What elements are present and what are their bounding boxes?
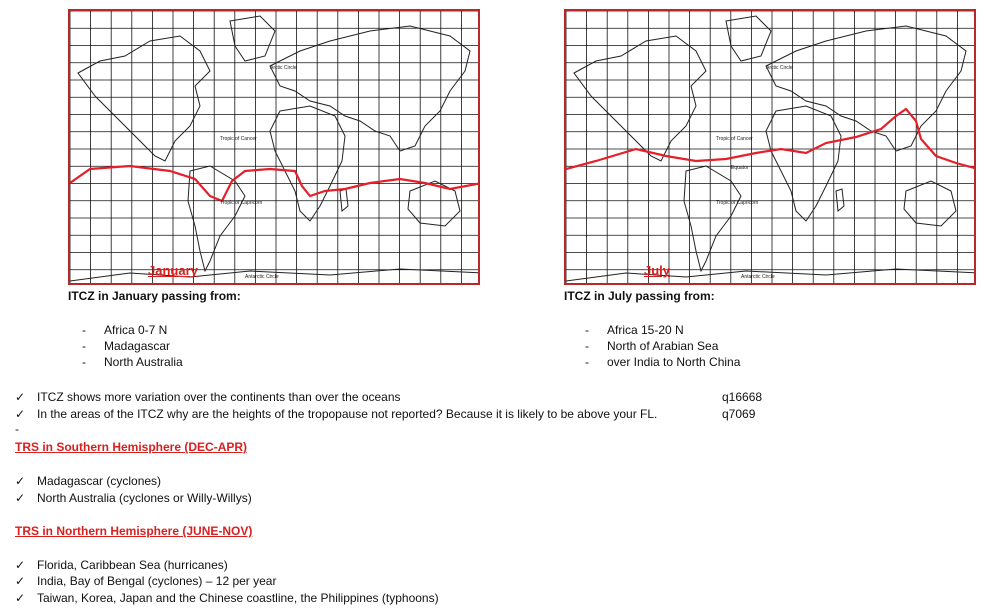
list-item: - over India to North China — [573, 354, 740, 370]
january-cancer-label: Tropic of Cancer — [220, 136, 257, 142]
july-map — [564, 9, 976, 285]
trs-north-item-text: Taiwan, Korea, Japan and the Chinese coastline, the Philippines (typhoons) — [37, 591, 439, 605]
july-map-label: July — [644, 263, 671, 278]
trs-south-heading: TRS in Southern Hemisphere (DEC-APR) — [15, 440, 248, 454]
check-icon: ✓ — [15, 491, 26, 505]
january-map-graphic — [70, 11, 480, 285]
january-passing-list — [70, 322, 183, 370]
note-1-text: ITCZ shows more variation over the continents than over the oceans — [37, 390, 401, 404]
trs-north-item — [15, 590, 439, 606]
july-capricorn-label: Tropic of Capricorn — [716, 200, 759, 206]
note-2-ref: q7069 — [722, 407, 756, 421]
trs-south-item — [15, 473, 161, 489]
july-antarctic-label: Antarctic Circle — [741, 274, 775, 280]
check-icon: ✓ — [15, 390, 26, 404]
july-passing-list — [573, 322, 740, 370]
trs-south-item-text: North Australia (cyclones or Willy-Willys) — [37, 491, 252, 505]
trs-north-item-text: India, Bay of Bengal (cyclones) – 12 per year — [37, 574, 277, 588]
check-icon: ✓ — [15, 558, 26, 572]
list-item: - North Australia — [70, 354, 183, 370]
note-1-ref: q16668 — [722, 390, 763, 404]
check-icon: ✓ — [15, 574, 26, 588]
trs-north-heading: TRS in Northern Hemisphere (JUNE-NOV) — [15, 524, 253, 538]
trs-north-item — [15, 557, 228, 573]
check-icon: ✓ — [15, 474, 26, 488]
trs-north-item — [15, 573, 276, 589]
note-1 — [15, 389, 401, 405]
dash-line: - — [15, 422, 19, 436]
july-map-graphic — [566, 11, 976, 285]
january-antarctic-label: Antarctic Circle — [245, 274, 279, 280]
trs-south-item — [15, 490, 252, 506]
list-item: - Africa 0-7 N — [70, 322, 183, 338]
january-caption: ITCZ in January passing from: — [68, 289, 241, 303]
trs-south-item-text: Madagascar (cyclones) — [37, 474, 162, 488]
july-caption: ITCZ in July passing from: — [564, 289, 715, 303]
trs-north-item-text: Florida, Caribbean Sea (hurricanes) — [37, 558, 228, 572]
july-cancer-label: Tropic of Cancer — [716, 136, 753, 142]
note-2-text: In the areas of the ITCZ why are the heights of the tropopause not reported? Because it is likely to be above your FL. — [37, 407, 658, 421]
january-map — [68, 9, 480, 285]
july-equator-label: Equator — [731, 165, 749, 171]
july-arctic-label: Arctic Circle — [766, 65, 793, 71]
january-capricorn-label: Tropic of Capricorn — [220, 200, 263, 206]
note-2 — [15, 406, 657, 422]
check-icon: ✓ — [15, 591, 26, 605]
january-map-label: January — [148, 263, 198, 278]
list-item: - North of Arabian Sea — [573, 338, 740, 354]
january-arctic-label: Arctic Circle — [270, 65, 297, 71]
list-item: - Africa 15-20 N — [573, 322, 740, 338]
check-icon: ✓ — [15, 407, 26, 421]
list-item: - Madagascar — [70, 338, 183, 354]
